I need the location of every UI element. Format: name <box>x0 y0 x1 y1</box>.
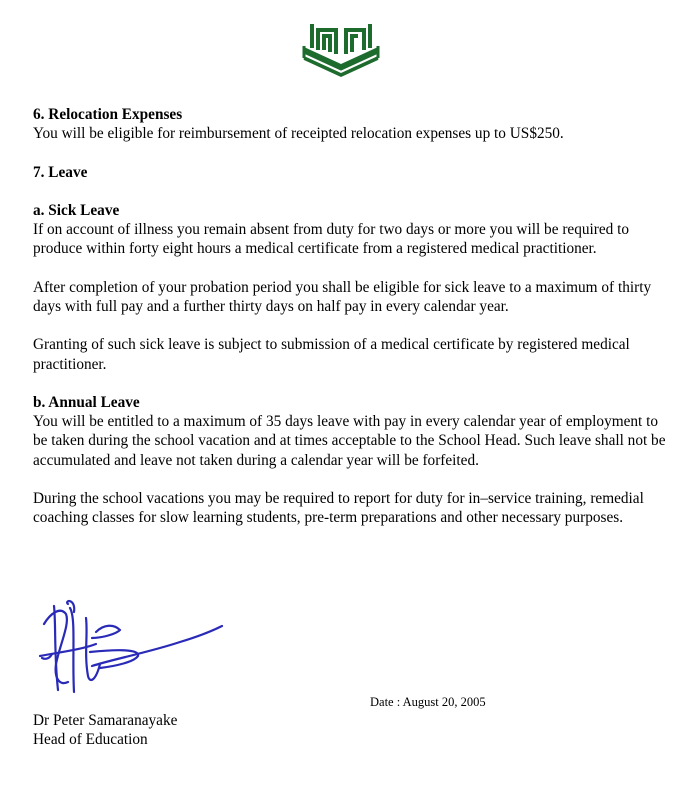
section-heading-relocation: 6. Relocation Expenses <box>33 106 183 123</box>
signer-block <box>33 711 177 749</box>
signature-image <box>30 594 226 698</box>
paragraph-sick-leave-1: If on account of illness you remain absent from duty for two days or more you will be required to produce within forty eight hours a medical certificate from a registered medical practitioner. <box>33 221 630 258</box>
section-heading-sick-leave: a. Sick Leave <box>33 201 120 219</box>
paragraph-sick-leave-3: Granting of such sick leave is subject to submission of a medical certificate by registered medical practitioner. <box>33 336 630 373</box>
letter-body <box>33 105 673 527</box>
section-heading-annual-leave: b. Annual Leave <box>33 393 140 411</box>
paragraph-relocation: You will be eligible for reimbursement of receipted relocation expenses up to US$250. <box>33 125 564 143</box>
letter-date: Date : August 20, 2005 <box>370 695 486 709</box>
section-heading-leave: 7. Leave <box>33 163 88 181</box>
paragraph-sick-leave-2: After completion of your probation period you shall be eligible for sick leave to a maximum of thirty days with full pay and a further thirty days on half pay in every calendar year. <box>33 278 652 315</box>
signer-name: Dr Peter Samaranayake <box>33 712 178 729</box>
paragraph-annual-leave-2: During the school vacations you may be required to report for duty for in–service training, remedial coaching classes for slow learning students, pre-term preparations and other necessary purposes. <box>33 489 644 527</box>
signer-title: Head of Education <box>33 731 148 749</box>
school-crest-logo <box>300 20 382 80</box>
paragraph-annual-leave-1: You will be entitled to a maximum of 35 days leave with pay in every calendar year of employment to be taken during the school vacation and at times acceptable to the School Head. Such leave shall not be accumulated and leave not taken during a calendar year will be forfeited. <box>33 413 666 469</box>
